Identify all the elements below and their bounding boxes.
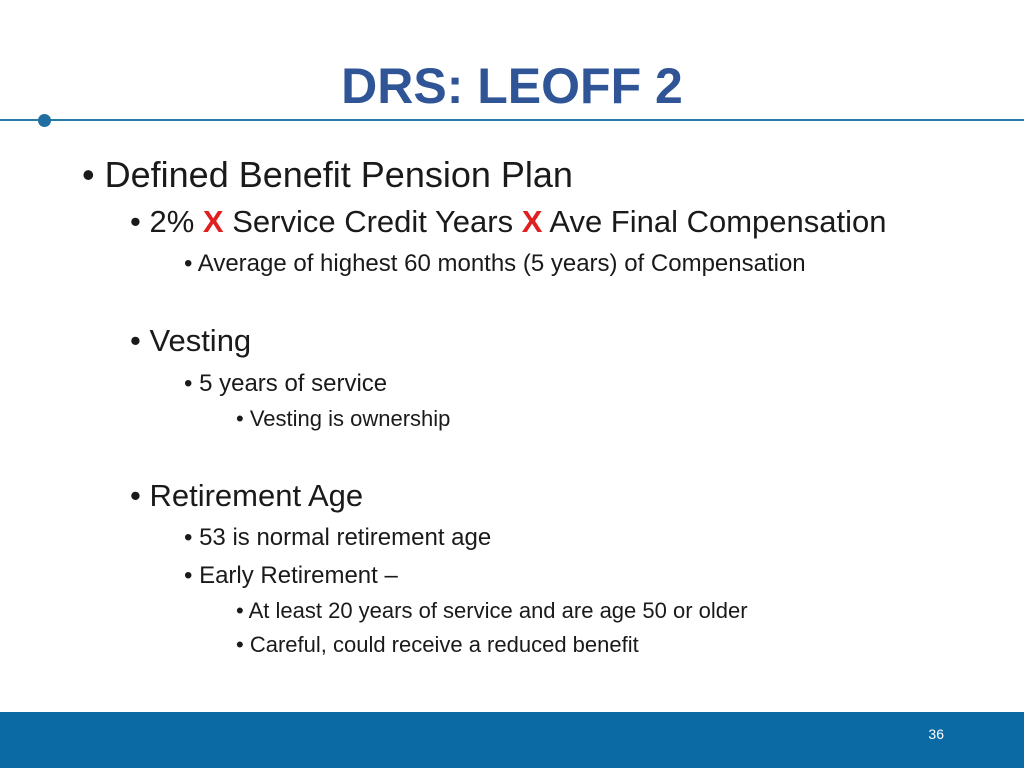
bullet-text: Average of highest 60 months (5 years) of Compensation [197,250,806,277]
bullet-icon: • [236,632,244,657]
multiply-x-icon: X [202,204,224,239]
bullet-icon: • [184,250,193,277]
bullet-average [184,250,806,278]
bullet-icon: • [130,478,141,513]
bullet-text: Careful, could receive a reduced benefit [249,632,639,657]
bullet-text: Vesting [149,323,252,358]
slide-title: DRS: LEOFF 2 [341,58,683,114]
formula-compensation: Ave Final Compensation [549,204,887,239]
formula-percent: 2% [149,204,195,239]
bullet-text: Retirement Age [149,478,364,513]
bullet-retirement-age [130,478,363,514]
multiply-x-icon: X [521,204,543,239]
bullet-icon: • [184,370,193,397]
bullet-icon: • [130,204,141,239]
bullet-icon: • [130,323,141,358]
bullet-text: Defined Benefit Pension Plan [104,154,573,195]
formula-years: Service Credit Years [232,204,514,239]
bullet-normal-age [184,524,491,552]
bullet-icon: • [236,598,244,623]
divider-dot-icon [38,114,51,127]
bullet-defined-benefit [82,154,573,196]
bullet-text: Vesting is ownership [249,406,451,431]
bullet-icon: • [82,154,95,195]
bullet-icon: • [184,562,193,589]
footer-bar [0,712,1024,768]
bullet-vesting-ownership [236,406,450,432]
bullet-icon: • [184,524,193,551]
page-number: 36 [928,726,944,742]
bullet-text: Early Retirement – [199,562,398,589]
bullet-formula [130,204,887,240]
bullet-text: 5 years of service [199,370,388,397]
bullet-early-careful [236,632,639,658]
bullet-early-requirement [236,598,748,624]
bullet-text: 53 is normal retirement age [199,524,492,551]
bullet-vesting [130,323,251,359]
bullet-text: At least 20 years of service and are age 50 or older [248,598,748,623]
bullet-vesting-years [184,370,387,398]
title-divider [0,119,1024,121]
bullet-early-retirement [184,562,398,590]
bullet-icon: • [236,406,244,431]
